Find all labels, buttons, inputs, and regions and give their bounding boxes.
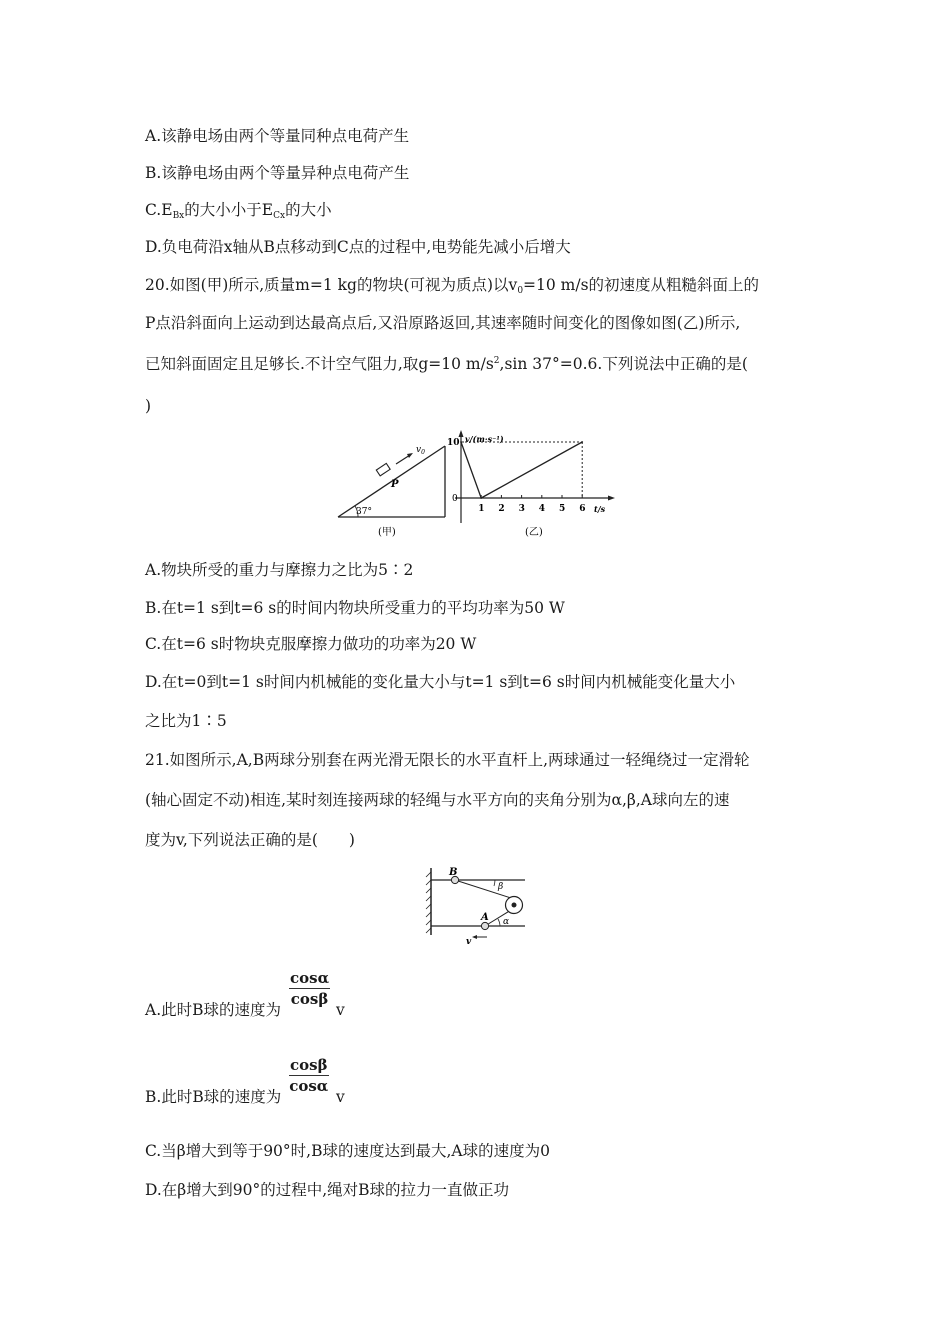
pulley-figure bbox=[425, 863, 535, 951]
velocity-arrowhead bbox=[407, 453, 413, 458]
q20-stem-line2: P点沿斜面向上运动到达最高点后,又沿原路返回,其速率随时间变化的图像如图(乙)所示, bbox=[145, 314, 741, 332]
q20-stem-line1-a: 20.如图(甲)所示,质量m=1 kg的物块(可视为质点)以v bbox=[145, 276, 518, 294]
x-tick-label-4: 4 bbox=[538, 504, 546, 514]
label-beta: β bbox=[498, 882, 504, 892]
q21-option-a: A.此时B球的速度为 bbox=[145, 1001, 282, 1019]
block-p bbox=[376, 463, 390, 475]
q21-option-a-denominator: cosβ bbox=[290, 990, 329, 1008]
point-p-label: P bbox=[391, 479, 399, 490]
q19-option-a: A.该静电场由两个等量同种点电荷产生 bbox=[145, 127, 410, 145]
q20-stem-line3-sup: 2 bbox=[493, 356, 500, 366]
beta-arc bbox=[494, 880, 495, 886]
angle-label: 37° bbox=[356, 507, 372, 517]
x-axis-label: t/s bbox=[594, 504, 606, 514]
vt-graph bbox=[445, 428, 625, 543]
q20-option-a: A.物块所受的重力与摩擦力之比为5∶2 bbox=[145, 561, 414, 579]
q21-option-b-numerator: cosβ bbox=[290, 1056, 328, 1074]
q21-option-b-v: v bbox=[336, 1088, 345, 1106]
y-axis-arrow bbox=[459, 430, 464, 437]
x-tick-label-3: 3 bbox=[518, 504, 525, 514]
q20-option-c: C.在t=6 s时物块克服摩擦力做功的功率为20 W bbox=[145, 635, 477, 653]
x-tick-label-2: 2 bbox=[498, 504, 505, 514]
origin-label: 0 bbox=[452, 494, 458, 504]
x-tick-label-5: 5 bbox=[559, 504, 566, 514]
q19-option-c bbox=[145, 200, 332, 226]
pulley-axle bbox=[512, 903, 517, 908]
q21-option-a-v: v bbox=[336, 1001, 345, 1019]
x-tick-label-6: 6 bbox=[579, 504, 586, 514]
q20-stem-line4: ) bbox=[145, 397, 152, 415]
y-axis-label: v/(m·s⁻¹) bbox=[465, 434, 504, 444]
q21-option-a-numerator: cosα bbox=[290, 969, 330, 987]
label-v: v bbox=[466, 937, 472, 947]
label-a: A bbox=[481, 912, 489, 923]
velocity-label: $v_0$ bbox=[416, 445, 425, 456]
q21-stem-line3: 度为v,下列说法正确的是( ) bbox=[145, 831, 355, 849]
x-axis-arrow bbox=[608, 496, 615, 501]
velocity-a-arrowhead bbox=[472, 935, 477, 939]
q20-stem-line1 bbox=[145, 275, 759, 301]
q21-stem-line2: (轴心固定不动)相连,某时刻连接两球的轻绳与水平方向的夹角分别为α,β,A球向左的速 bbox=[145, 791, 730, 809]
y-tick-label-10: 10 bbox=[447, 438, 460, 448]
q20-option-d-line2: 之比为1∶5 bbox=[145, 712, 227, 730]
q19-option-c-mid: 的大小小于E bbox=[184, 201, 274, 219]
q20-option-d-line1: D.在t=0到t=1 s时间内机械能的变化量大小与t=1 s到t=6 s时间内机械能变化量大小 bbox=[145, 673, 736, 691]
q21-stem-line1: 21.如图所示,A,B两球分别套在两光滑无限长的水平直杆上,两球通过一轻绳绕过一定滑轮 bbox=[145, 751, 750, 769]
q21-option-a-fraction bbox=[289, 968, 330, 1009]
fig-yi-caption: (乙) bbox=[525, 527, 543, 538]
q20-stem-line3-a: 已知斜面固定且足够长.不计空气阻力,取g=10 m/s bbox=[145, 355, 494, 373]
q19-option-d: D.负电荷沿x轴从B点移动到C点的过程中,电势能先减小后增大 bbox=[145, 238, 571, 256]
label-alpha: α bbox=[503, 917, 510, 927]
q20-stem-line3 bbox=[145, 351, 748, 374]
q20-stem-line3-b: ,sin 37°=0.6.下列说法中正确的是( bbox=[499, 355, 748, 373]
data-point-0 bbox=[460, 441, 462, 443]
data-point-1 bbox=[480, 497, 482, 499]
x-tick-label-1: 1 bbox=[478, 504, 485, 514]
q21-option-c: C.当β增大到等于90°时,B球的速度达到最大,A球的速度为0 bbox=[145, 1142, 550, 1160]
velocity-arrow bbox=[396, 455, 410, 464]
q21-option-d: D.在β增大到90°的过程中,绳对B球的拉力一直做正功 bbox=[145, 1181, 510, 1199]
q21-option-b: B.此时B球的速度为 bbox=[145, 1088, 282, 1106]
q19-option-c-sub2: Cx bbox=[273, 211, 286, 221]
fig-jia-caption: (甲) bbox=[378, 527, 396, 538]
q19-option-c-suffix: 的大小 bbox=[285, 201, 332, 219]
q21-option-b-denominator: cosα bbox=[289, 1077, 329, 1095]
q19-option-b: B.该静电场由两个等量异种点电荷产生 bbox=[145, 164, 410, 182]
data-point-2 bbox=[581, 441, 583, 443]
ball-a bbox=[481, 922, 488, 929]
alpha-arc bbox=[498, 919, 500, 926]
q20-option-b: B.在t=1 s到t=6 s的时间内物块所受重力的平均功率为50 W bbox=[145, 599, 565, 617]
q19-option-c-prefix: C.E bbox=[145, 201, 173, 219]
label-b: B bbox=[449, 867, 458, 878]
q19-option-c-sub1: Bx bbox=[172, 211, 185, 221]
q20-stem-line1-b: =10 m/s的初速度从粗糙斜面上的 bbox=[523, 276, 760, 294]
q20-stem-line1-sub: 0 bbox=[517, 286, 524, 296]
velocity-line bbox=[461, 442, 582, 498]
q21-option-b-fraction bbox=[289, 1055, 329, 1096]
